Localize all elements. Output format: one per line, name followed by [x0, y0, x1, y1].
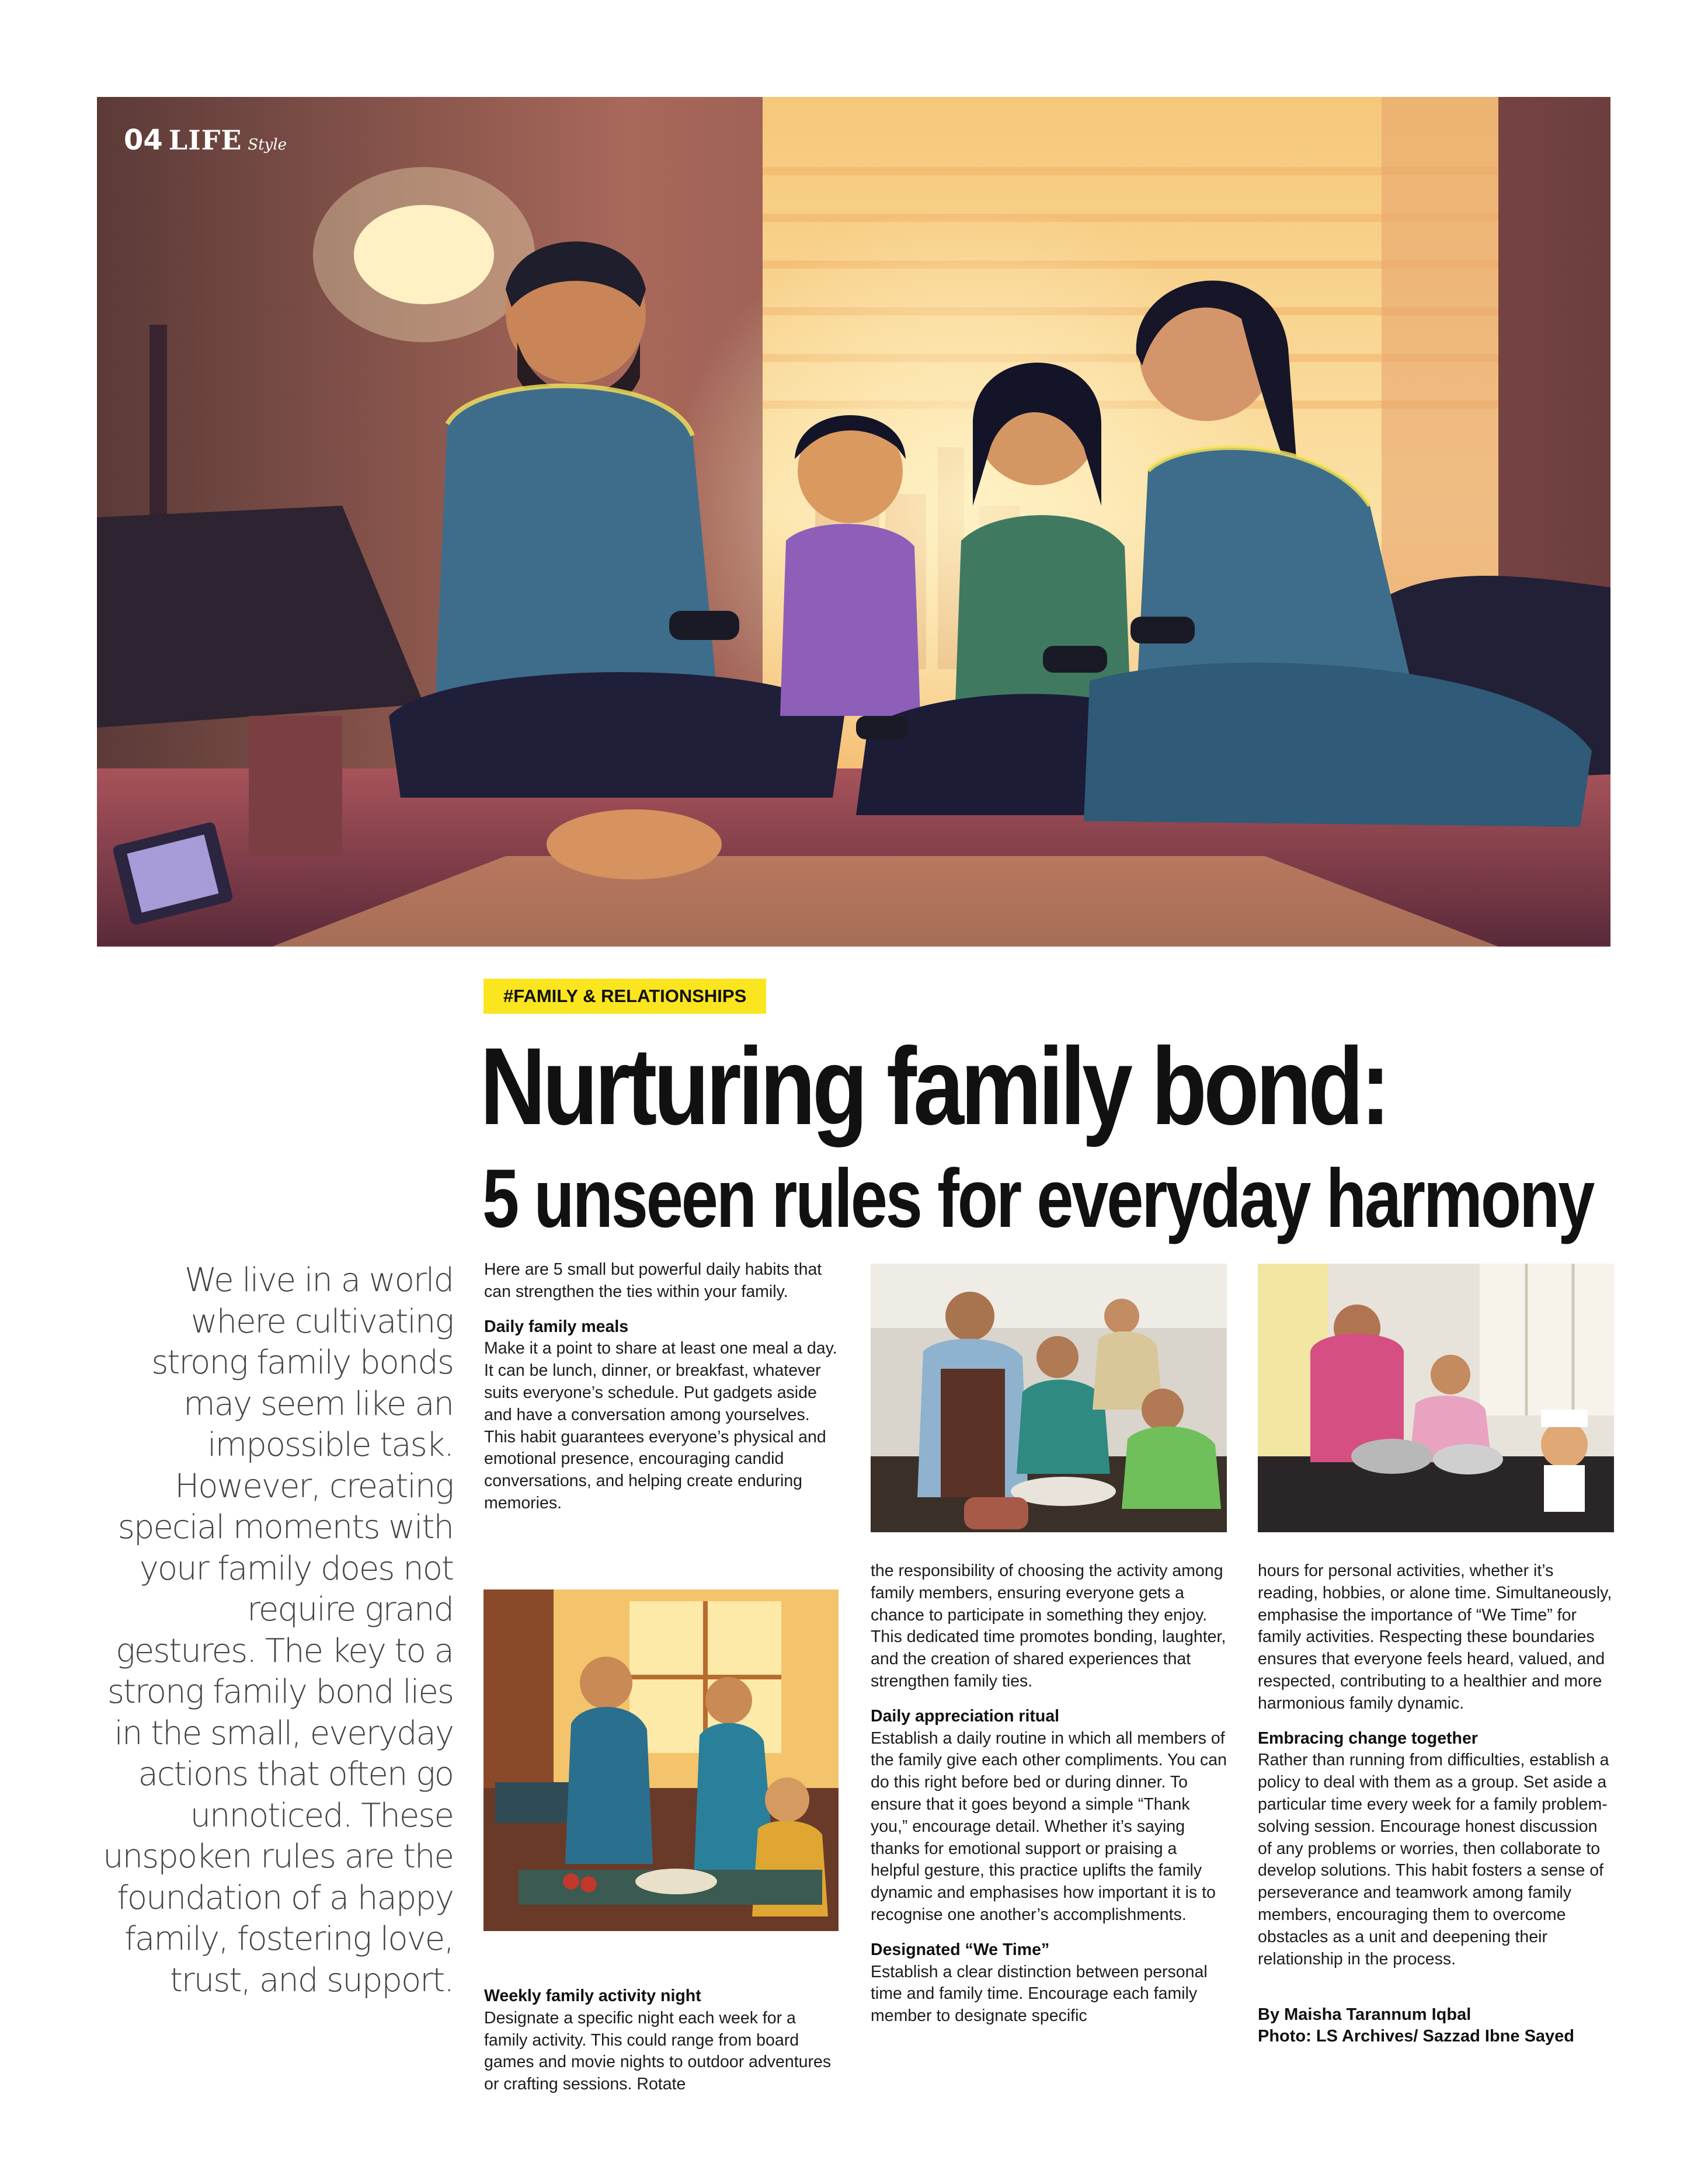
hero-illustration — [97, 97, 1610, 947]
baking-photo — [1258, 1264, 1614, 1532]
section-body: Rather than running from difficulties, establish a policy to deal with them as a group. Set aside a particular time every week for a family problem-solving session. Encourage honest discussion of any problems or worries, then collaborate to develop solutions. This habit fosters a sense of perseverance and teamwork among family members, encouraging them to overcome obstacles as a unit and deepening their relationship in the process. — [1258, 1751, 1609, 1968]
cooking-illustration — [483, 1589, 839, 1931]
photo-credit: Photo: LS Archives/ Sazzad Ibne Sayed — [1258, 2027, 1575, 2046]
section-logo-suffix: Style — [248, 136, 287, 154]
pull-quote: We live in a world where cultivating strong family bonds may seem like an impossible task. However, creating special moments with your family does not require grand gestures. The key to a strong family bond lies in the small, everyday actions that often go unnoticed. These unspoken rules are the foundation of a happy family, fostering love, trust, and support. — [103, 1261, 453, 1999]
section-body: Designate a specific night each week for a family activity. This could range from board games and movie nights to outdoor adventures or crafting sessions. Rotate — [484, 2008, 832, 2094]
section-body: Establish a clear distinction between personal time and family time. Encourage each family member to designate specific — [871, 1962, 1208, 2026]
byline — [1258, 2004, 1574, 2047]
section-body: hours for personal activities, whether it’s reading, hobbies, or alone time. Simultaneously, emphasise the importance of “We Time” for family activities. Respecting these boundaries ensures that everyone feels heard, valued, and respected, contributing to a healthier and more harmonious family dynamic. — [1258, 1561, 1612, 1713]
family-kitchen-photo — [871, 1264, 1227, 1532]
headline: Nurturing family bond: — [480, 1025, 1387, 1147]
article-column-1-continued — [484, 1985, 840, 2096]
category-tag: #FAMILY & RELATIONSHIPS — [483, 979, 766, 1014]
section-body: Make it a point to share at least one meal a day. It can be lunch, dinner, or breakfast, whatever suits everyone’s schedule. Put gadgets aside and have a conversation among yourselves. This habit guarantees everyone’s physical and emotional presence, encouraging candid conversations, and helping create enduring memories. — [484, 1339, 837, 1512]
section-body: the responsibility of choosing the activity among family members, ensuring everyone gets a chance to participate in something they enjoy. This dedicated time promotes bonding, laughter, and the creation of shared experiences that strengthen family ties. — [871, 1561, 1226, 1690]
article-column-3 — [1258, 1560, 1614, 1970]
subheadline: 5 unseen rules for everyday harmony — [482, 1152, 1594, 1245]
section-heading: Embracing change together — [1258, 1728, 1478, 1748]
section-logo: LIFE — [168, 124, 242, 156]
section-body: Establish a daily routine in which all members of the family give each other compliments. You can do this right before bed or during dinner. To ensure that it goes beyond a simple “Thank you,” encourage detail. Whether it’s saying thanks for emotional support or praising a helpful gesture, this practice uplifts the family dynamic and emphasises how important it is to recognise one another’s accomplishments. — [871, 1728, 1227, 1924]
section-heading: Designated “We Time” — [871, 1940, 1050, 1959]
page-folio — [124, 124, 287, 156]
section-heading: Weekly family activity night — [484, 1987, 701, 2005]
section-heading: Daily appreciation ritual — [871, 1706, 1060, 1726]
author-credit: By Maisha Tarannum Iqbal — [1258, 2005, 1472, 2024]
article-column-2 — [871, 1560, 1227, 2027]
section-heading: Daily family meals — [484, 1317, 629, 1336]
page-number: 04 — [124, 124, 163, 156]
article-intro: Here are 5 small but powerful daily habits that can strengthen the ties within your family. — [484, 1260, 822, 1301]
article-column-1 — [484, 1259, 840, 1515]
